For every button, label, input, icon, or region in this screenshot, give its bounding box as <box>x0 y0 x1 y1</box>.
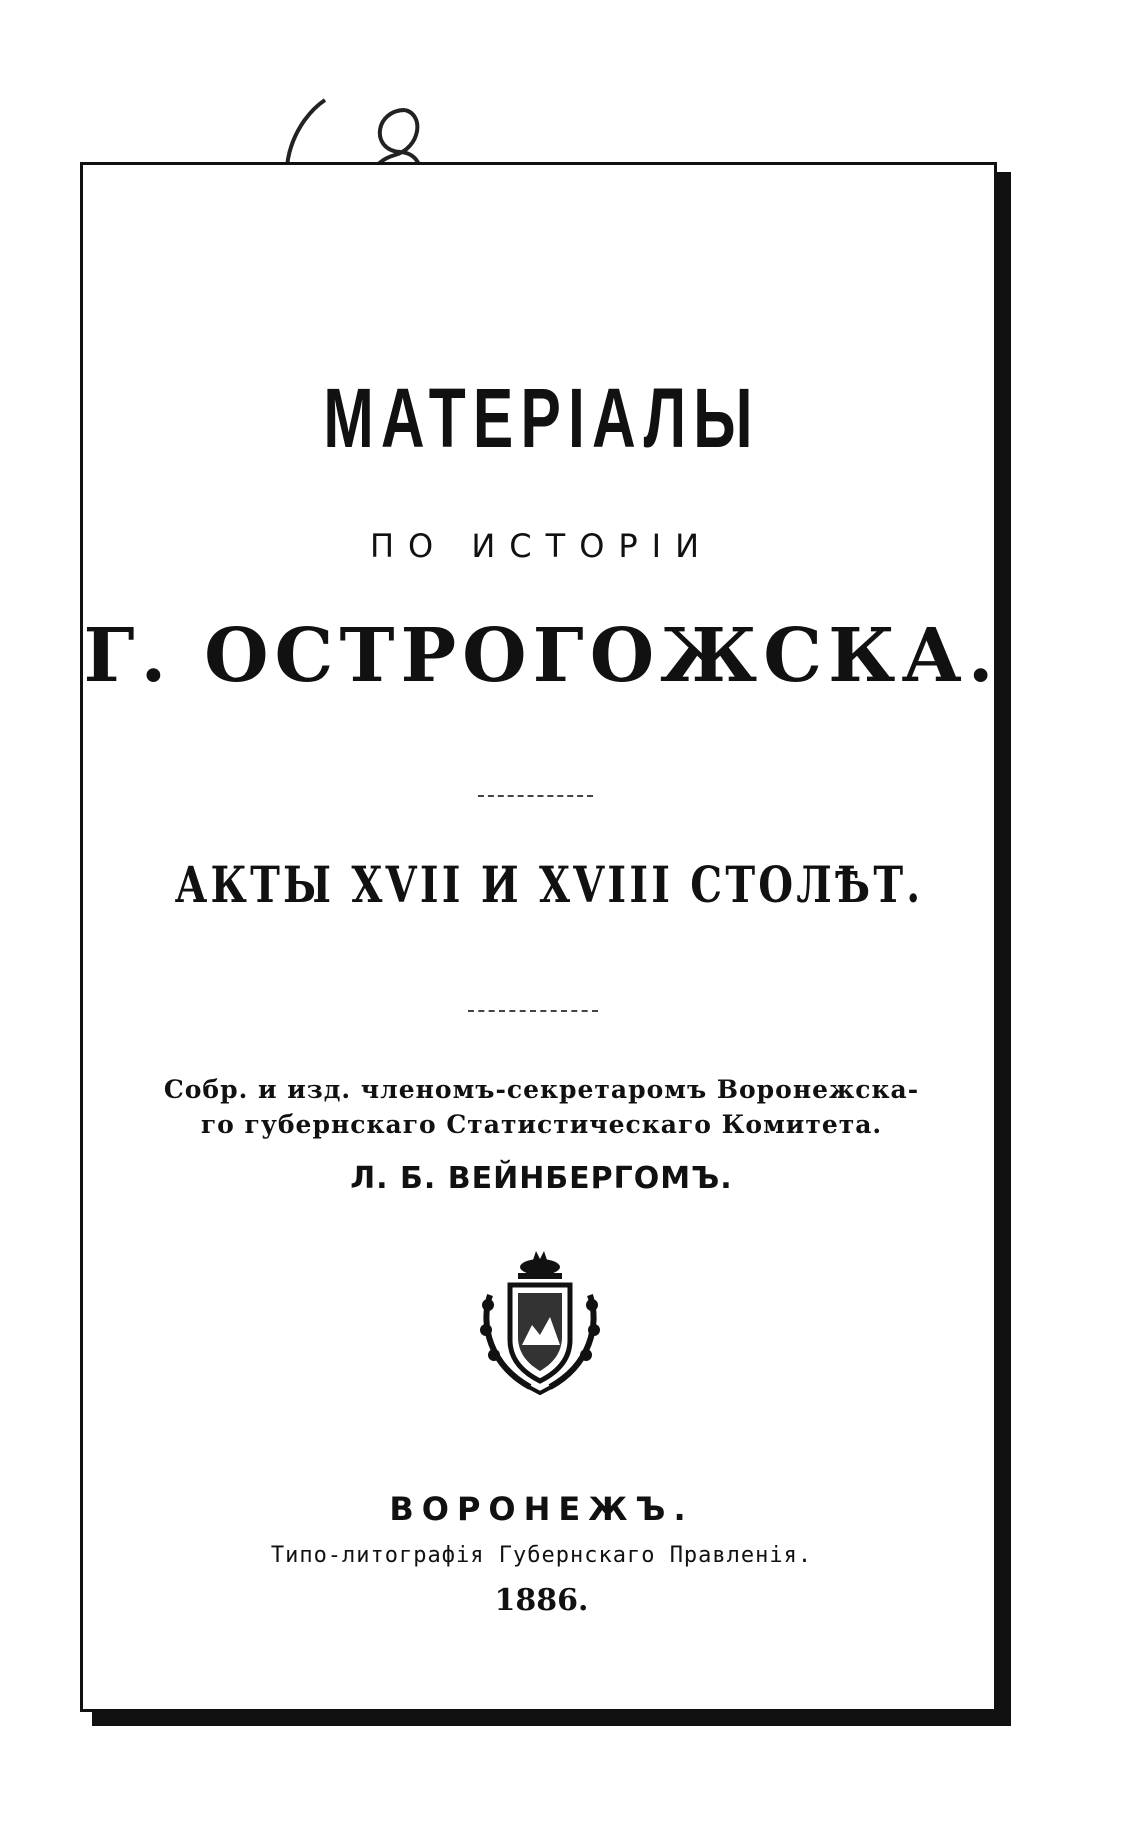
imprint-year: 1886. <box>494 1583 589 1618</box>
imprint-press: Типо-литографія Губернскаго Правленія. <box>270 1543 813 1568</box>
book-title-city: Г. ОСТРОГОЖСКА. <box>83 613 1000 699</box>
credits-line-2: го губернскаго Статистическаго Комитета. <box>200 1110 883 1139</box>
author-name: Л. Б. ВЕЙНБЕРГОМЪ. <box>350 1161 733 1196</box>
frame-shadow <box>92 1712 1011 1726</box>
title-page-frame <box>80 162 1000 1712</box>
imprint-city: ВОРОНЕЖЪ. <box>389 1490 694 1528</box>
credits-line-1: Собр. и изд. членомъ-секретаромъ Воронежска- <box>163 1075 920 1104</box>
ornamental-divider <box>468 1010 598 1014</box>
book-subtitle: АКТЫ XVII И XVIII СТОЛѢТ. <box>174 855 924 914</box>
book-title-sub: ПО ИСТОРІИ <box>369 527 714 565</box>
coat-of-arms-icon <box>470 1245 610 1395</box>
ornamental-divider <box>478 795 593 799</box>
book-title: МАТЕРІАЛЫ <box>323 371 760 465</box>
